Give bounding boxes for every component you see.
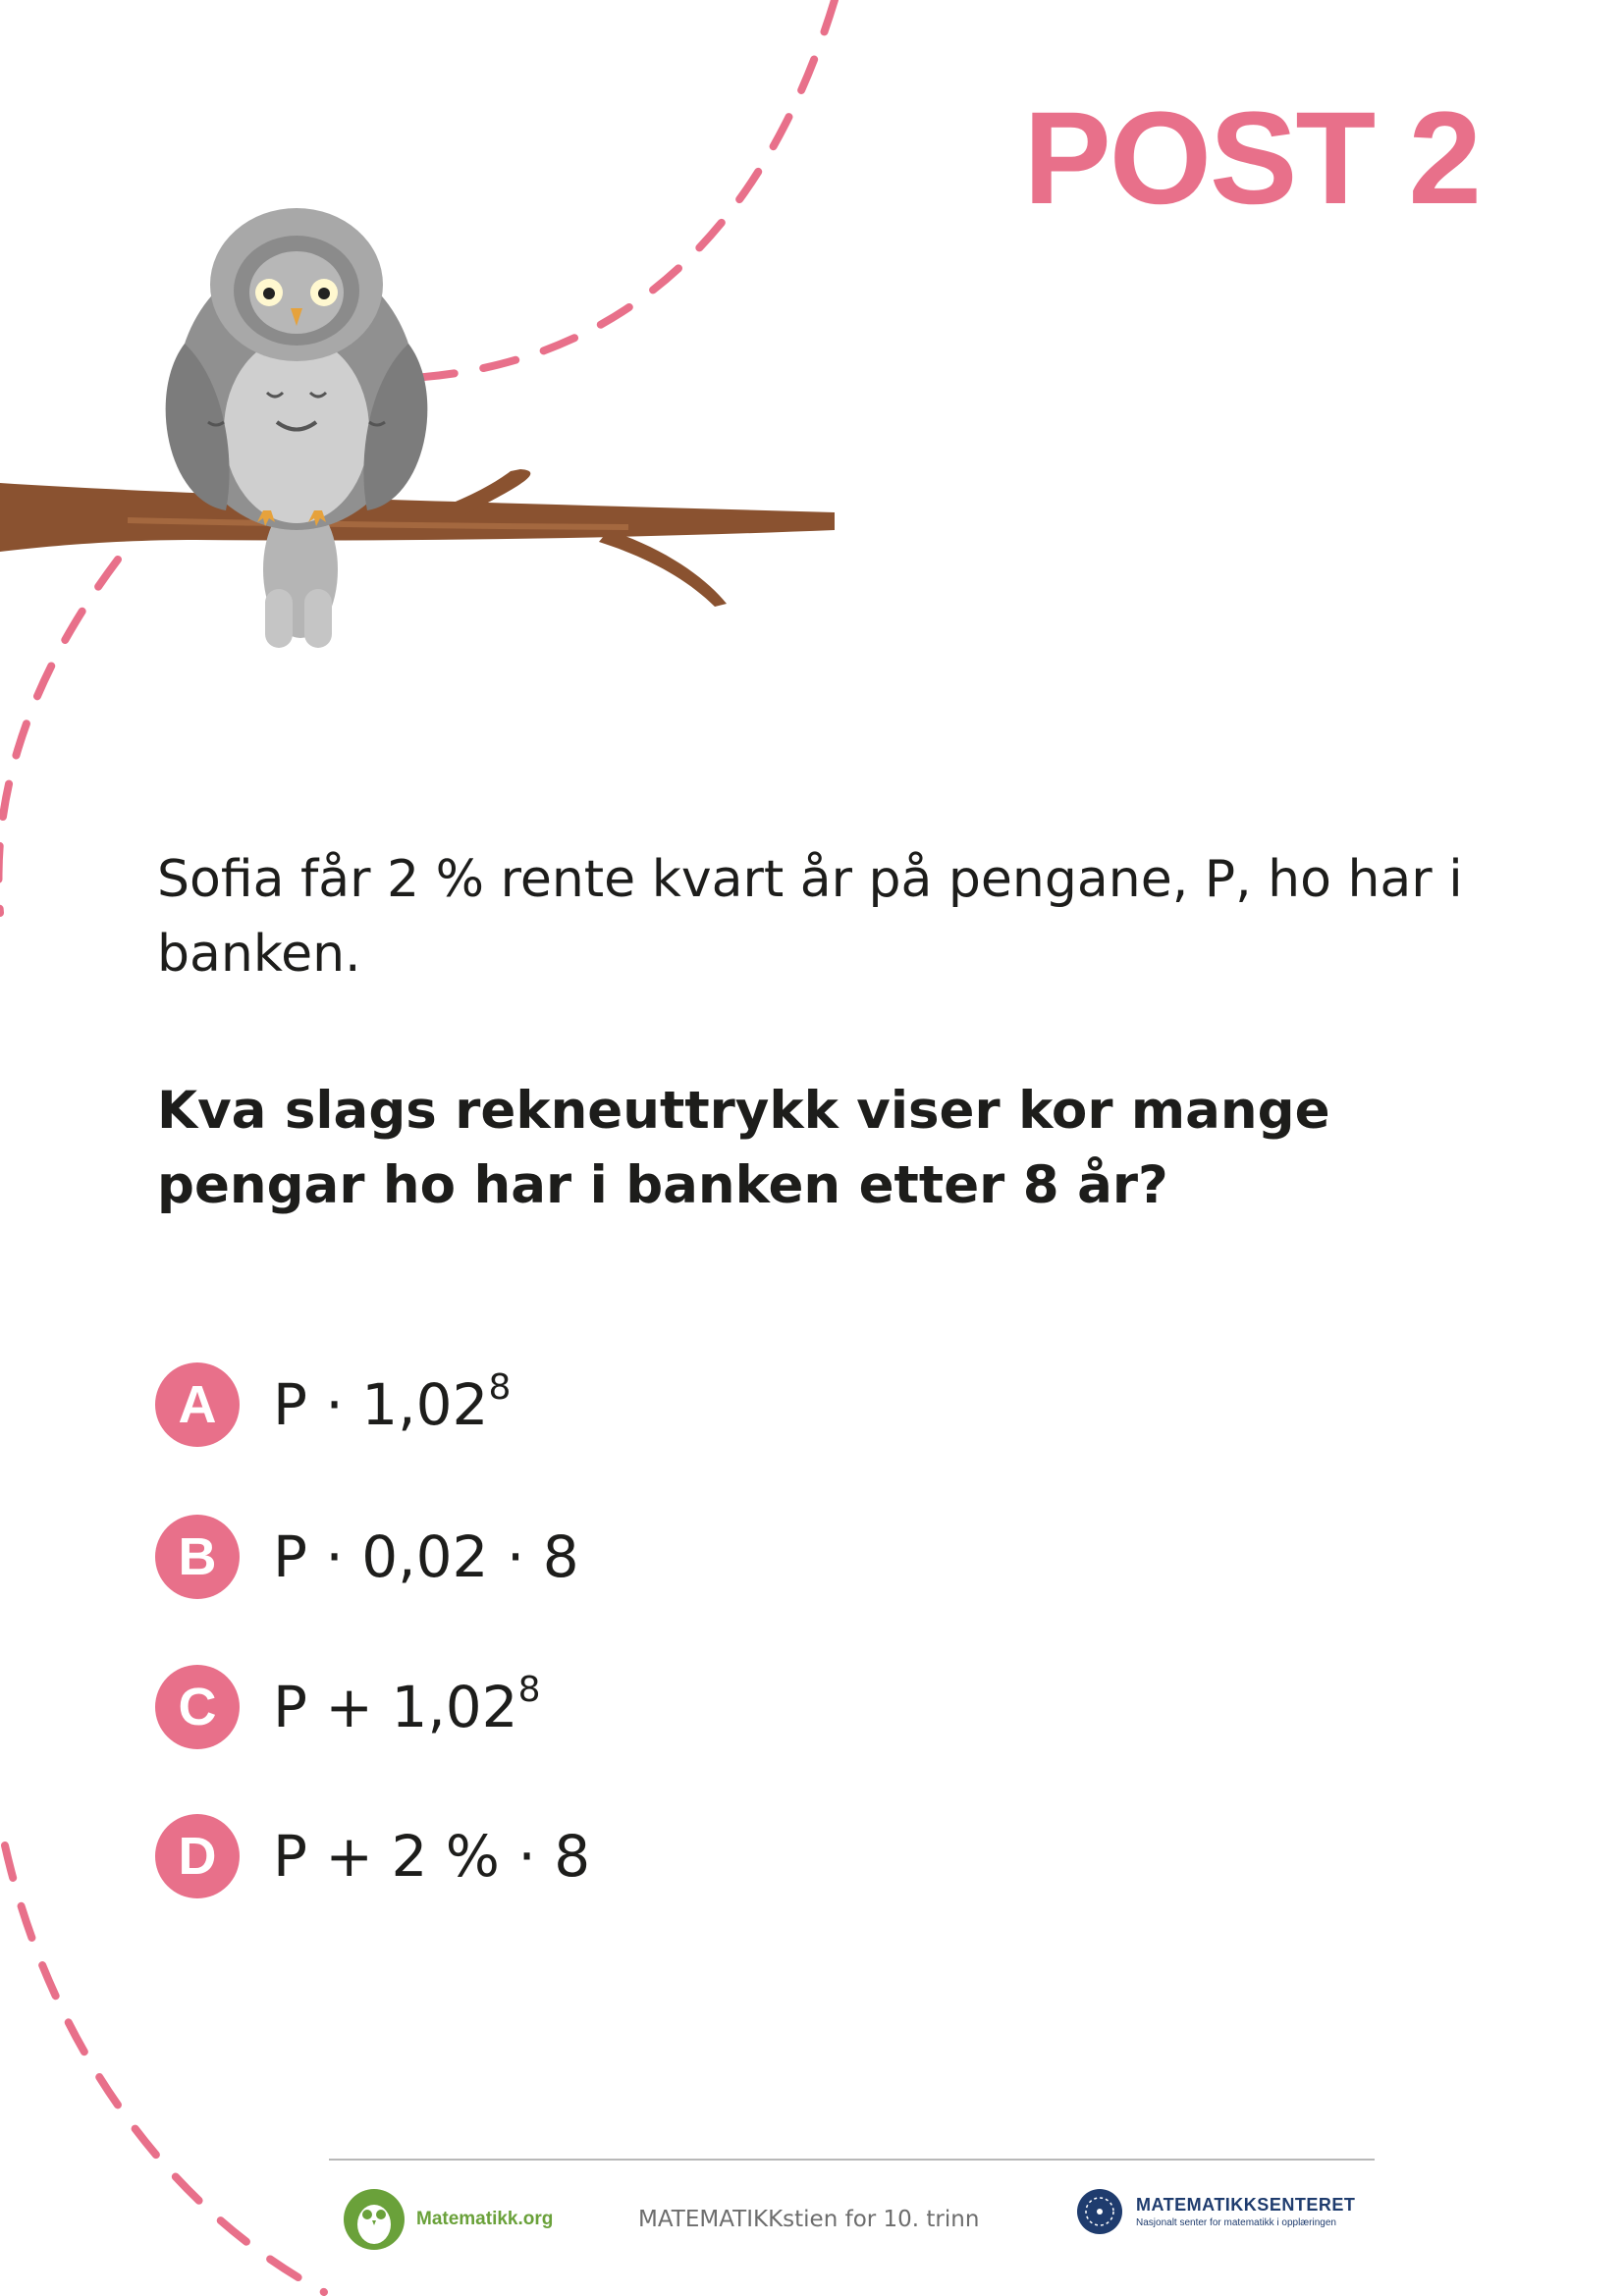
- footer-divider: [329, 2159, 1375, 2161]
- footer-right-tagline: Nasjonalt senter for matematikk i opplæringen: [1136, 2217, 1336, 2228]
- footer-right-org: MATEMATIKKSENTERET: [1136, 2195, 1356, 2215]
- owl-illustration: [166, 208, 428, 648]
- footer-left-logo: [342, 2187, 553, 2252]
- task-intro-text: Sofia får 2 % rente kvart år på pengane, P, ho har i banken.: [157, 850, 1463, 984]
- option-letter-badge: C: [155, 1665, 240, 1749]
- task-question: Kva slags rekneuttrykk viser kor mange pengar ho har i banken etter 8 år?: [157, 1081, 1330, 1215]
- post-title: POST 2: [1023, 85, 1480, 232]
- owl-on-branch-illustration: [0, 0, 884, 687]
- option-letter-badge: B: [155, 1515, 240, 1599]
- option-expression: $P + 1,02^8$: [273, 1670, 541, 1740]
- option-c[interactable]: [155, 1663, 541, 1751]
- footer-left-brand: Matematikk.org: [416, 2209, 554, 2229]
- option-expression: $P \cdot 1,02^8$: [273, 1367, 512, 1438]
- option-expression: P · 0,02 · 8: [273, 1523, 579, 1590]
- option-expression: P + 2 % · 8: [273, 1823, 591, 1890]
- option-letter-badge: A: [155, 1362, 240, 1447]
- option-b[interactable]: [155, 1513, 579, 1601]
- branch-illustration: [0, 469, 835, 607]
- footer-right-logo: [1075, 2187, 1355, 2236]
- option-d[interactable]: [155, 1812, 590, 1900]
- option-a[interactable]: [155, 1361, 511, 1449]
- owl-logo-icon: [342, 2187, 406, 2252]
- option-letter-badge: D: [155, 1814, 240, 1898]
- footer-center-text: MATEMATIKKstien for 10. trinn: [638, 2207, 980, 2232]
- matematikksenteret-logo-icon: [1075, 2187, 1124, 2236]
